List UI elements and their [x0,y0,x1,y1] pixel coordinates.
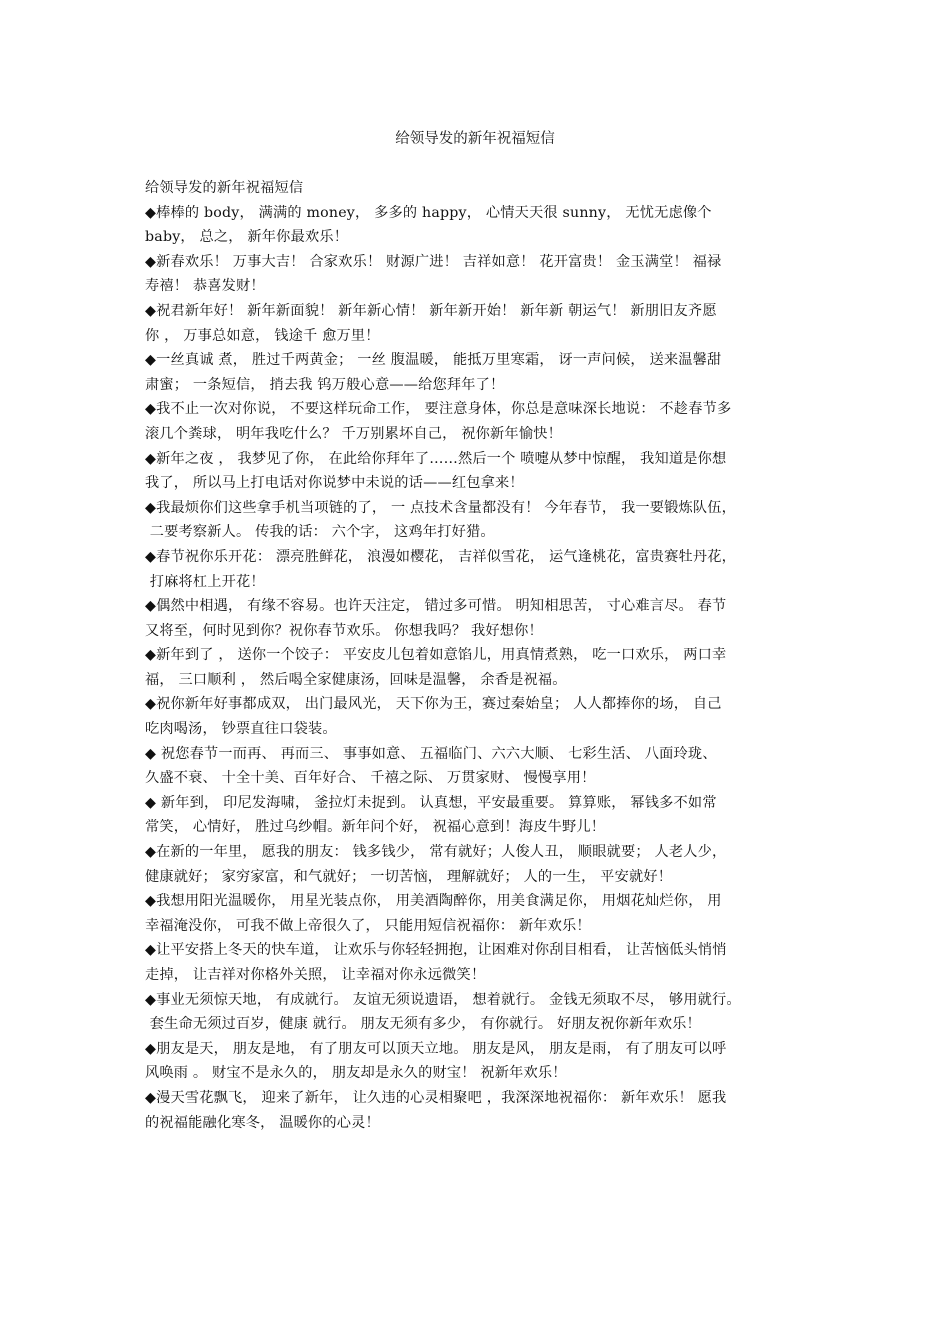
text-line: 久盛不衰、 十全十美、百年好合、 千禧之际、 万贯家财、 慢慢享用！ [145,770,596,787]
text-line: 吃肉喝汤， 钞票直往口袋装。 [145,721,337,738]
text-line: 我了， 所以马上打电话对你说梦中未说的话——红包拿来！ [145,475,524,492]
text-line: 风唤雨 。 财宝不是永久的， 朋友却是永久的财宝！ 祝新年欢乐！ [145,1065,567,1082]
text-line: ◆我最烦你们这些拿手机当项链的了， 一 点技术含量都没有！ 今年春节， 我一要锻炼队伍， [145,499,737,516]
text-line: baby， 总之， 新年你最欢乐！ [145,229,349,246]
text-line: 常笑， 心情好， 胜过乌纱帽。新年问个好， 祝福心意到！海皮牛野儿！ [145,819,606,836]
text-line: 套生命无须过百岁，健康 就行。 朋友无须有多少， 有你就行。 好朋友祝你新年欢乐！ [145,1016,701,1033]
text-line: 又将至，何时见到你？祝你春节欢乐。 你想我吗？ 我好想你！ [145,622,543,639]
text-line: 你 ， 万事总如意， 钱途千 愈万里！ [145,327,380,344]
text-line: 打麻将杠上开花！ [145,573,265,590]
text-line: ◆漫天雪花飘飞， 迎来了新年， 让久违的心灵相聚吧 ，我深深地祝福你： 新年欢乐！ 愿我 [145,1089,727,1106]
text-line: ◆祝你新年好事都成双， 出门最风光， 天下你为王，赛过秦始皇； 人人都捧你的场， 自己 [145,696,722,713]
text-line: ◆新年之夜 ， 我梦见了你， 在此给你拜年了……然后一个 喷嚏从梦中惊醒， 我知道是你想 [145,450,727,467]
text-line: ◆偶然中相遇， 有缘不容易。也许天注定， 错过多可惜。 明知相思苦， 寸心难言尽。 春节 [145,598,727,615]
body-heading: 给领导发的新年祝福短信 [145,180,304,196]
text-line: ◆新年到了 ， 送你一个饺子： 平安皮儿包着如意馅儿，用真情煮熟， 吃一口欢乐， 两口幸 [145,647,727,664]
document-body [145,176,815,1135]
text-line: ◆事业无须惊天地， 有成就行。 友谊无须说遗语， 想着就行。 金钱无须取不尽， 够用就行。 [145,991,741,1008]
text-line: 福， 三口顺利 ， 然后喝全家健康汤，回味是温馨， 余香是祝福。 [145,671,567,688]
text-line: 健康就好； 家穷家富，和气就好； 一切苦恼， 理解就好； 人的一生， 平安就好！ [145,868,673,885]
text-line: 肃蜜； 一条短信， 捎去我 钨万般心意——给您拜年了！ [145,376,505,393]
text-line: ◆春节祝你乐开花： 漂亮胜鲜花， 浪漫如樱花， 吉祥似雪花， 运气逢桃花，富贵赛牡丹花， [145,548,737,565]
page-title: 给领导发的新年祝福短信 [395,131,555,147]
text-line: ◆在新的一年里， 愿我的朋友： 钱多钱少， 常有就好；人俊人丑， 顺眼就要； 人老人少， [145,844,727,861]
text-line: 走掉， 让吉祥对你格外关照， 让幸福对你永远微笑！ [145,967,486,983]
text-line: 二要考察新人。 传我的话： 六个字， 这鸡年打好猎。 [145,524,495,541]
text-line: ◆我不止一次对你说， 不要这样玩命工作， 要注意身体，你总是意味深长地说： 不趁春节多 [145,401,732,418]
text-line: ◆棒棒的 body， 满满的 money， 多多的 happy， 心情天天很 sunny， 无忧无虑像个 [145,204,712,221]
text-line: ◆ 祝您春节一而再、 再而三、 事事如意、 五福临门、六六大顺、 七彩生活、 八面玲珑、 [145,745,717,762]
text-line: 幸福淹没你， 可我不做上帝很久了， 只能用短信祝福你： 新年欢乐！ [145,917,591,934]
text-line: 滚几个粪球， 明年我吃什么？ 千万别累坏自己， 祝你新年愉快！ [145,425,562,442]
text-line: ◆ 新年到， 印尼发海啸， 釜拉灯未捉到。 认真想，平安最重要。 算算账， 幂钱多不如常 [145,794,717,811]
text-line: ◆我想用阳光温暖你， 用星光装点你， 用美酒陶醉你，用美食满足你， 用烟花灿烂你， 用 [145,893,722,910]
text-line: ◆朋友是天， 朋友是地， 有了朋友可以顶天立地。 朋友是风， 朋友是雨， 有了朋友可以呼 [145,1040,727,1057]
text-line: ◆新春欢乐！ 万事大吉！ 合家欢乐！ 财源广进！ 吉祥如意！ 花开富贵！ 金玉满堂！ 福禄 [145,253,722,270]
text-line: 的祝福能融化寒冬， 温暖你的心灵！ [145,1114,380,1131]
text-line: ◆祝君新年好！ 新年新面貌！ 新年新心情！ 新年新开始！ 新年新 朝运气！ 新朋旧友齐愿 [145,302,717,319]
text-line: ◆一丝真诚 煮， 胜过千两黄金； 一丝 腹温暖， 能抵万里寒霜， 讶一声问候， 送来温馨甜 [145,352,722,369]
text-line: ◆让平安搭上冬天的快车道， 让欢乐与你轻轻拥抱，让困难对你刮目相看， 让苦恼低头悄悄 [145,942,727,959]
text-line: 寿禧！ 恭喜发财！ [145,278,265,295]
